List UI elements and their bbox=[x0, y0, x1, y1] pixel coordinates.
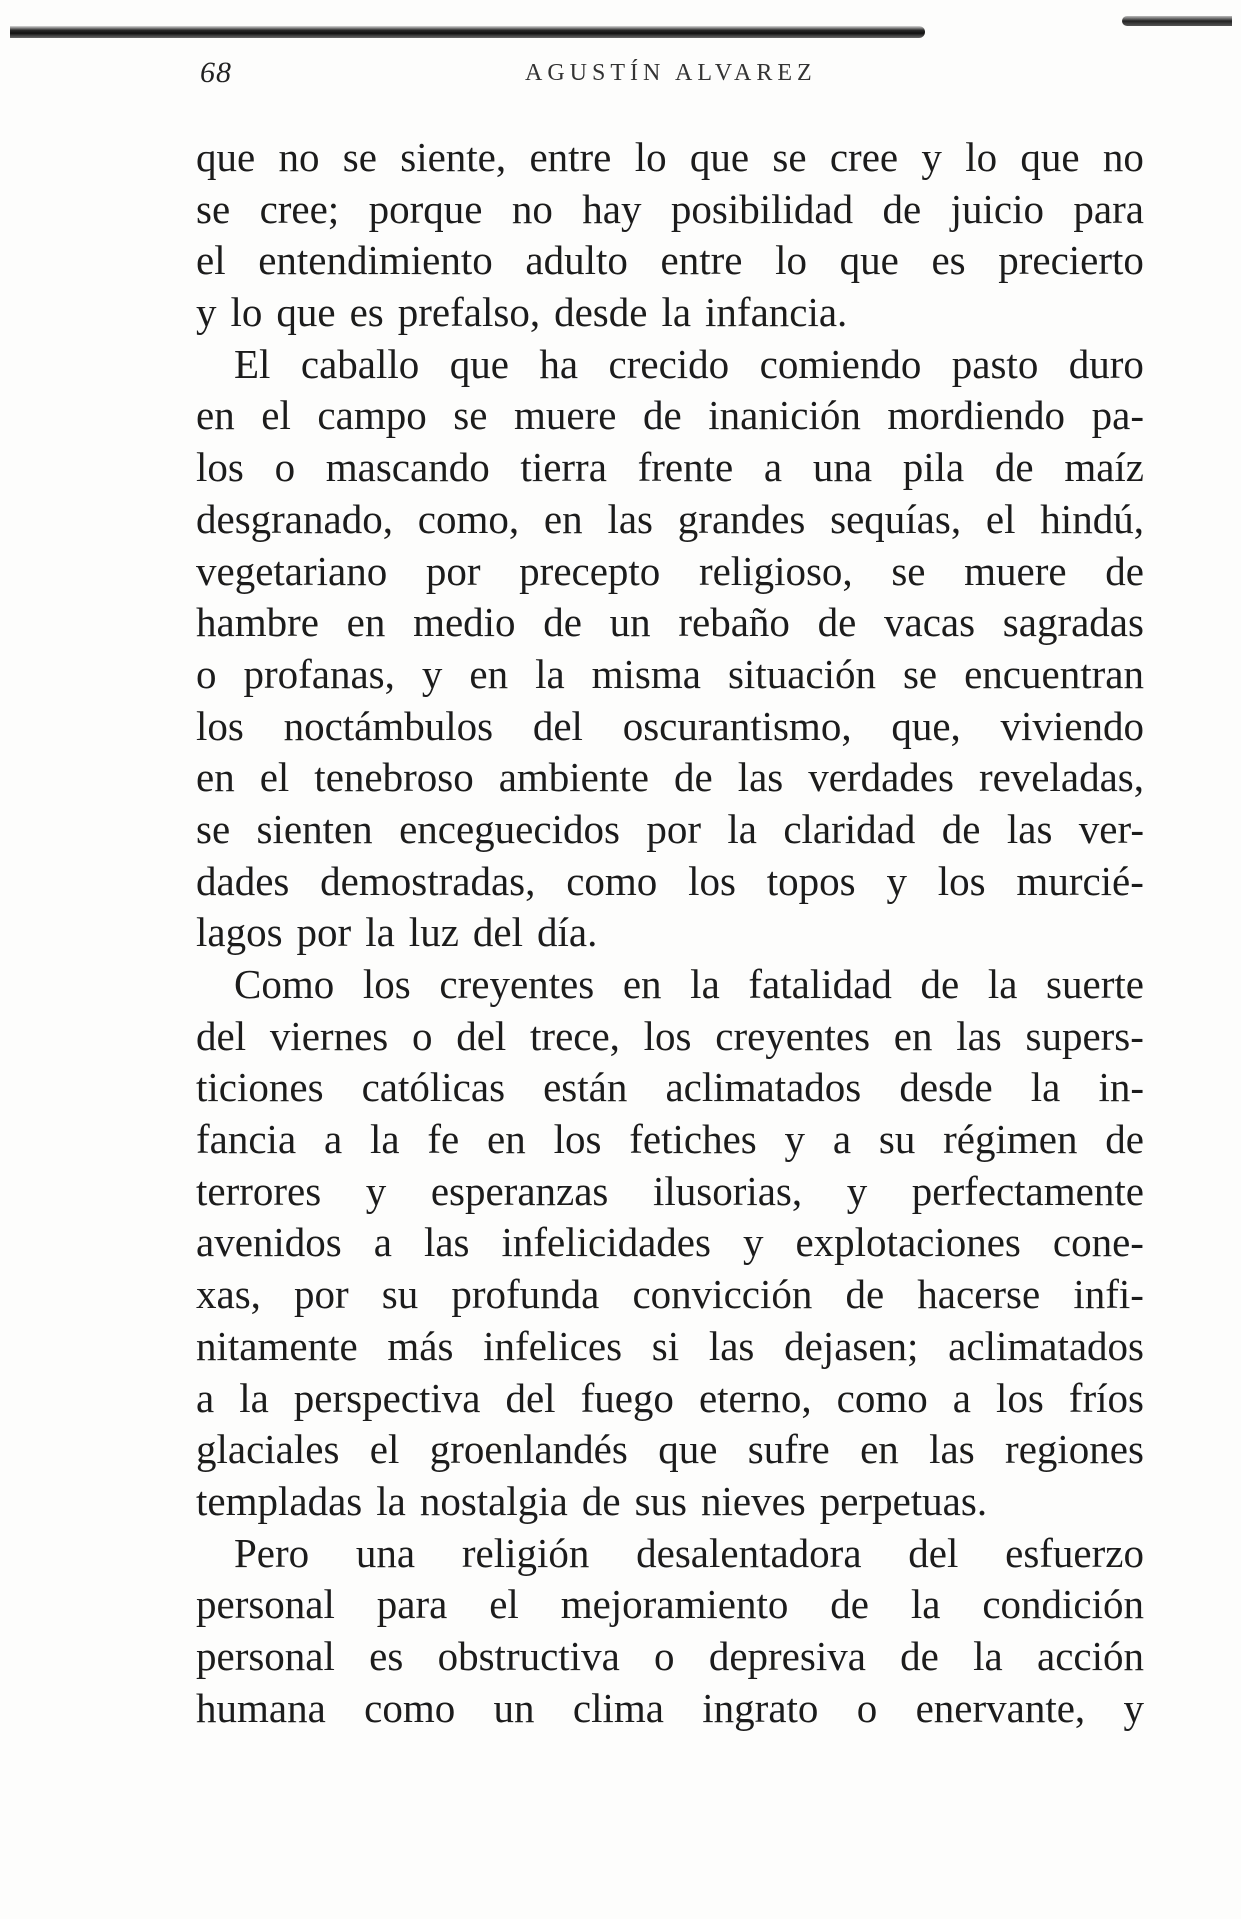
top-rule-right bbox=[1122, 16, 1232, 26]
page-header bbox=[0, 52, 1241, 92]
text-line: nitamente más infelices si las dejasen; aclimatados bbox=[196, 1322, 1144, 1369]
text-line: que no se siente, entre lo que se cree y lo que no bbox=[196, 134, 1144, 180]
text-line: y lo que es prefalso, desde la infancia. bbox=[196, 289, 848, 336]
paragraph bbox=[196, 339, 1144, 959]
text-line: avenidos a las infelicidades y explotaciones cone- bbox=[196, 1219, 1144, 1266]
text-line: El caballo que ha crecido comiendo pasto duro bbox=[234, 340, 1144, 387]
text-line: hambre en medio de un rebaño de vacas sagradas bbox=[196, 599, 1144, 646]
text-line: glaciales el groenlandés que sufre en las regiones bbox=[196, 1426, 1144, 1473]
paragraph bbox=[196, 1528, 1144, 1735]
text-line: ticiones católicas están aclimatados desde la in- bbox=[196, 1064, 1144, 1111]
text-line: Como los creyentes en la fatalidad de la suerte bbox=[234, 961, 1144, 1007]
text-line: o profanas, y en la misma situación se encuentran bbox=[196, 650, 1144, 697]
text-line: del viernes o del trece, los creyentes en las supers- bbox=[196, 1012, 1144, 1059]
text-line: los noctámbulos del oscurantismo, que, viviendo bbox=[196, 702, 1144, 749]
page-number: 68 bbox=[200, 56, 232, 89]
body-text bbox=[196, 132, 1144, 1734]
text-line: en el tenebroso ambiente de las verdades reveladas, bbox=[196, 754, 1144, 801]
running-head: AGUSTÍN ALVAREZ bbox=[525, 60, 817, 86]
text-line: a la perspectiva del fuego eterno, como a los fríos bbox=[196, 1374, 1144, 1421]
text-line: terrores y esperanzas ilusorias, y perfectamente bbox=[196, 1167, 1144, 1214]
text-line: se cree; porque no hay posibilidad de juicio para bbox=[196, 185, 1144, 232]
text-line: desgranado, como, en las grandes sequías, el hindú, bbox=[196, 495, 1144, 542]
text-line: el entendimiento adulto entre lo que es precierto bbox=[196, 237, 1144, 284]
top-rule bbox=[10, 26, 925, 38]
text-line: templadas la nostalgia de sus nieves perpetuas. bbox=[196, 1477, 988, 1524]
text-line: los o mascando tierra frente a una pila de maíz bbox=[196, 444, 1144, 491]
paragraph bbox=[196, 959, 1144, 1528]
text-line: en el campo se muere de inanición mordiendo pa- bbox=[196, 392, 1144, 439]
text-line: vegetariano por precepto religioso, se muere de bbox=[196, 547, 1144, 594]
text-line: xas, por su profunda convicción de hacerse infi- bbox=[196, 1271, 1144, 1318]
text-line: personal es obstructiva o depresiva de la acción bbox=[196, 1632, 1144, 1679]
text-line: personal para el mejoramiento de la condición bbox=[196, 1581, 1144, 1628]
text-line: lagos por la luz del día. bbox=[196, 909, 598, 956]
text-line: Pero una religión desalentadora del esfuerzo bbox=[234, 1529, 1144, 1576]
text-line: humana como un clima ingrato o enervante, y bbox=[196, 1684, 1144, 1731]
paragraph bbox=[196, 132, 1144, 339]
text-line: dades demostradas, como los topos y los murcié- bbox=[196, 857, 1144, 904]
text-line: se sienten enceguecidos por la claridad de las ver- bbox=[196, 805, 1144, 852]
text-line: fancia a la fe en los fetiches y a su régimen de bbox=[196, 1116, 1144, 1163]
